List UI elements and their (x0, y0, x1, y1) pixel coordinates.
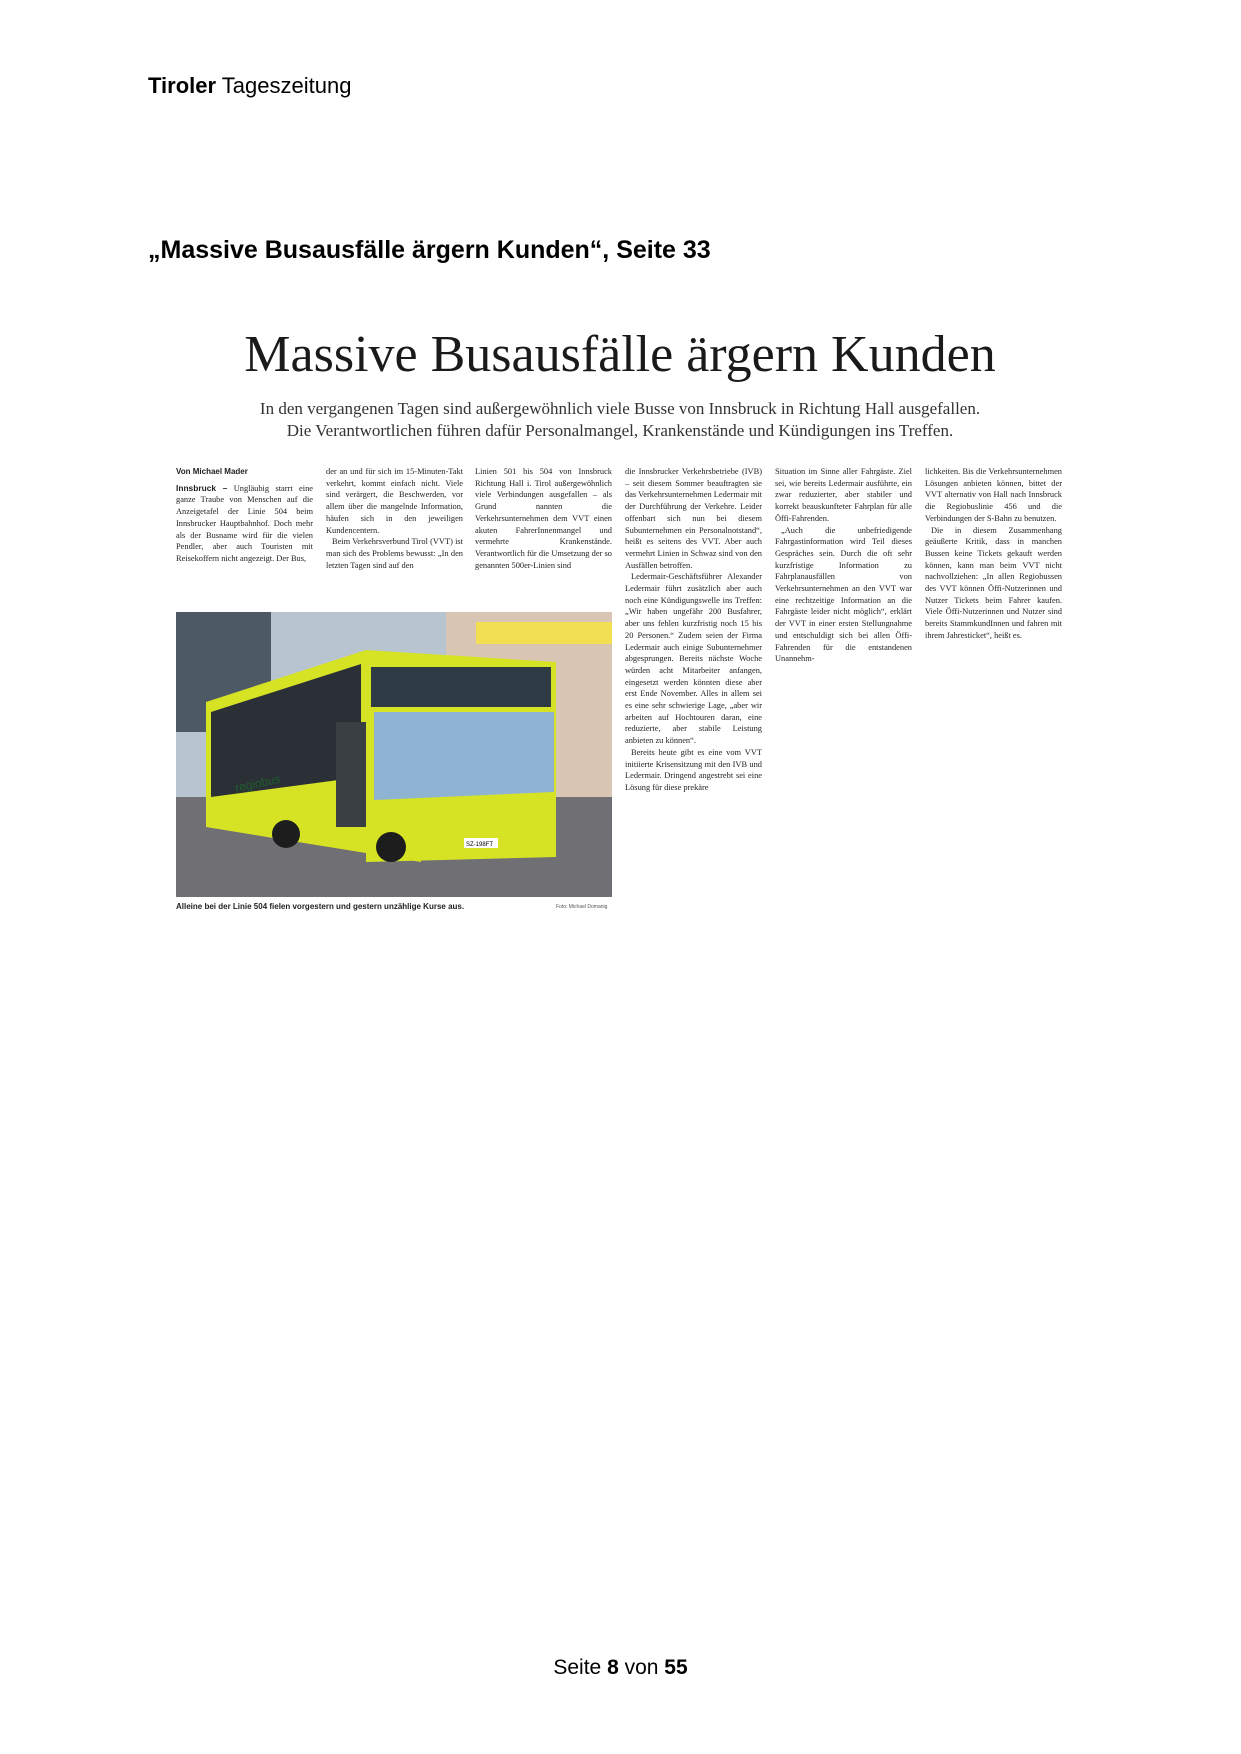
column-4-paragraph-2: Ledermair-Geschäftsführer Alexander Ledermair führt zusätzlich aber auch noch eine Kündigungswelle ins Treffen: „Wir haben ungefähr 200 Busfahrer, aber uns fehlen kurzfristig noch 15 bis 20 Personen.“ Zudem seien der Firma Ledermair auch einige Subunternehmer abgesprungen. Bereits nächste Woche würden acht Mitarbeiter anfangen, eingesetzt werden könnten diese aber erst Ende November. Alles in allem sei es eine sehr schwierige Lage, „aber wir arbeiten auf Hochtouren daran, eine reduzierte, aber stabile Leistung anbieten zu können“. (625, 572, 762, 746)
newspaper-clipping (176, 325, 1064, 915)
column-5-paragraph-2: „Auch die unbefriedigende Fahrgastinformation wird Teil dieses Gespräches sein. Durch die oft sehr kurzfristige Information zu Fahrplanausfällen von Verkehrsunternehmen an den VVT war eine rechtzeitige Information an die Fahrgäste leider nicht möglich“, erklärt der VVT in einer ersten Stellungnahme und entschuldigt sich bei allen Öffi-Fahrenden für die entstandenen Unannehm- (775, 525, 912, 664)
publication-name-bold: Tiroler (148, 73, 217, 98)
article-column-3 (475, 466, 612, 606)
article-column-5 (775, 466, 912, 716)
page-counter-prefix: Seite (553, 1656, 608, 1679)
bus-license-plate-text: SZ-198FT (466, 842, 494, 848)
column-3-paragraph: Linien 501 bis 504 von Innsbruck Richtung Hall i. Tirol außergewöhnlich viele Verbindungen ausgefallen – als Grund nannten die Verkehrsunternehmen dem VVT einen akuten FahrerInnenmangel und vermehrte Krankenstände. Verantwortlich für die Umsetzung der so genannten 500er-Linien sind (475, 467, 612, 570)
publication-name-rest: Tageszeitung (216, 73, 352, 98)
page-counter (0, 1656, 1241, 1680)
byline: Von Michael Mader (176, 467, 248, 476)
article-column-4 (625, 466, 762, 916)
photo-caption: Alleine bei der Linie 504 fielen vorgestern und gestern unzählige Kurse aus. (176, 902, 465, 911)
column-4-paragraph-3: Bereits heute gibt es eine vom VVT initiierte Krisensitzung mit den IVB und Ledermair. Dringend angestrebt sei eine Lösung für diese prekäre (625, 747, 762, 792)
bus-destination-display (371, 667, 551, 707)
current-page-number: 8 (607, 1656, 619, 1679)
bus-windshield (374, 712, 554, 800)
bus-door (336, 722, 366, 827)
article-column-6 (925, 466, 1062, 716)
article-reference: „Massive Busausfälle ärgern Kunden“, Seite 33 (148, 236, 711, 264)
building-sign (476, 622, 612, 644)
column-6-paragraph-2: Die in diesem Zusammenhang geäußerte Kritik, dass in manchen Bussen keine Tickets gekauft werden können, kann man beim VVT nicht nachvollziehen: „In allen Regiobussen des VVT können Öffi-Nutzerinnen und Nutzer Tickets beim Fahrer kaufen. Viele Öffi-Nutzerinnen und Nutzer sind bereits StammkundInnen und fahren mit ihrem Jahresticket“, heißt es. (925, 525, 1062, 640)
bus-illustration (176, 612, 612, 897)
column-4-paragraph-1: die Innsbrucker Verkehrsbetriebe (IVB) – seit diesem Sommer beauftragten sie das Verkehrsunternehmen Ledermair mit der Durchführung der Verkehre. Leider offenbart sich nun bei diesem Subunternehmen ein Personalnotstand“, heißt es seitens des VVT. Aber auch vermehrt Linien in Schwaz sind von den Ausfällen betroffen. (625, 467, 762, 570)
bus-brand-text: regiobus (233, 771, 282, 795)
column-1-text: Ungläubig starrt eine ganze Traube von Menschen auf die Anzeigetafel der Linie 504 beim Innsbrucker Hauptbahnhof. Doch mehr als der Busname wird für die vielen Pendler, aber auch Touristen mit Reisekoffern nicht angezeigt. Der Bus, (176, 483, 313, 563)
bus-front-wheel (376, 832, 406, 862)
column-5-paragraph-1: Situation im Sinne aller Fahrgäste. Ziel sei, wie bereits Ledermair ausführte, ein zwar reduzierter, aber stabiler und korrekt beauskunfteter Fahrplan für alle Öffi-Fahrenden. (775, 467, 912, 523)
column-2-paragraph-1: der an und für sich im 15-Minuten-Takt verkehrt, kommt einfach nicht. Viele sind verärgert, die Beschwerden, vor allem über die mangelnde Information, häufen sich in den jeweiligen Kundencentern. (326, 467, 463, 535)
bus-rear-wheel (272, 820, 300, 848)
clipping-subheadline (176, 398, 1064, 442)
total-page-number: 55 (664, 1656, 688, 1679)
photo-credit: Foto: Michael Domanig (556, 904, 608, 910)
article-column-2 (326, 466, 463, 606)
page-counter-mid: von (618, 1656, 665, 1679)
publication-name (148, 73, 351, 99)
column-1-paragraph (176, 483, 313, 565)
article-column-1 (176, 466, 313, 606)
dateline: Innsbruck – (176, 482, 228, 493)
clipping-headline: Massive Busausfälle ärgern Kunden (244, 326, 996, 383)
column-6-paragraph-1: lichkeiten. Bis die Verkehrsunternehmen Lösungen anbieten können, bittet der VVT alternativ von Hall nach Innsbruck die Regiobuslinie 456 und die Verbindungen der S-Bahn zu benutzen. (925, 467, 1062, 523)
subheadline-line-2: Die Verantwortlichen führen dafür Personalmangel, Krankenstände und Kündigungen ins Treffen. (286, 421, 954, 440)
bus-photo (176, 612, 612, 897)
subheadline-line-1: In den vergangenen Tagen sind außergewöhnlich viele Busse von Innsbruck in Richtung Hall ausgefallen. (259, 399, 981, 418)
column-2-paragraph-2: Beim Verkehrsverbund Tirol (VVT) ist man sich des Problems bewusst: „In den letzten Tagen sind auf den (326, 537, 463, 570)
